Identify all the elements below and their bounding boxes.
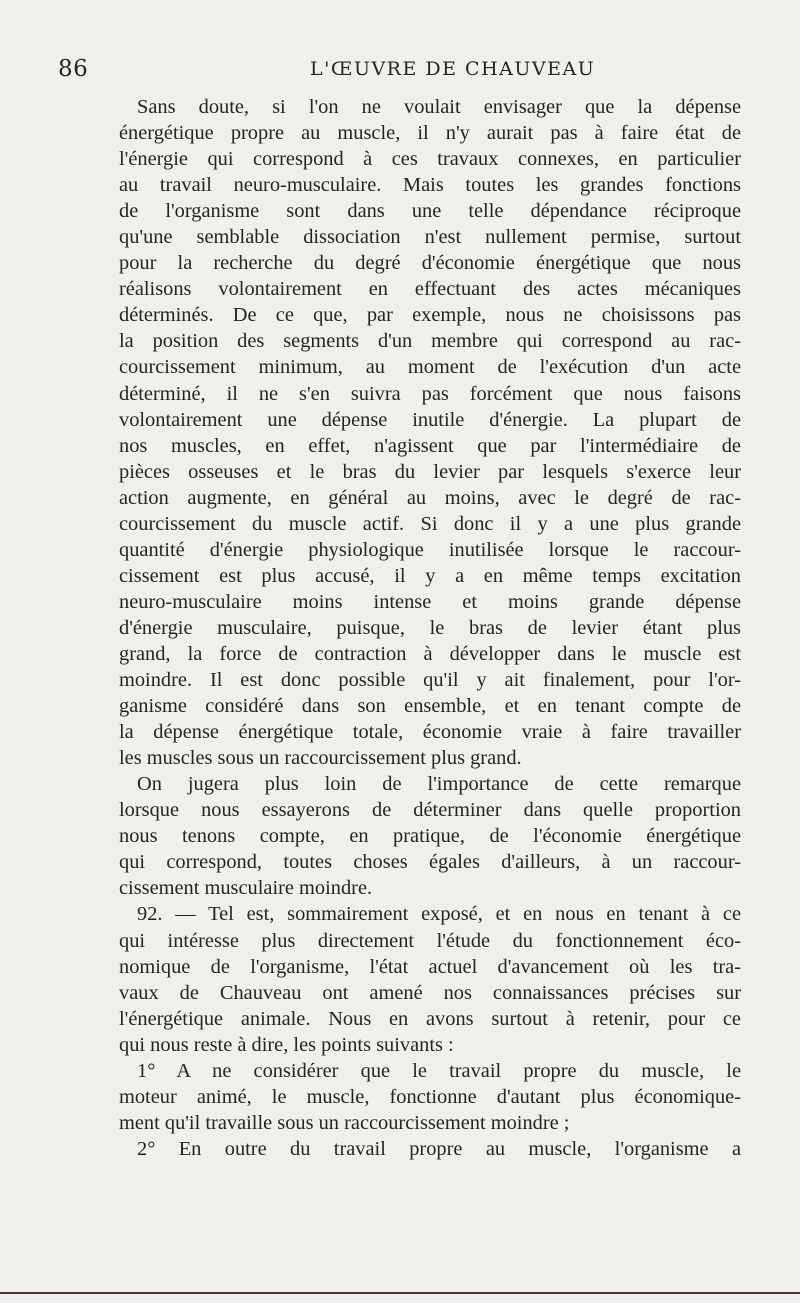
text-line: ment qu'il travaille sous un raccourcissement moindre ; [119,1111,570,1134]
page-bottom-rule [0,1292,800,1294]
text-line: qui intéresse plus directement l'étude du fonctionnement éco- [119,929,741,952]
text-line: On jugera plus loin de l'importance de cette remarque [137,773,741,796]
text-line: 2° En outre du travail propre au muscle, l'organisme a [137,1137,741,1160]
text-line: qu'une semblable dissociation n'est nullement permise, surtout [119,226,741,249]
text-line: nous tenons compte, en pratique, de l'économie énergétique [119,825,741,848]
text-line: Sans doute, si l'on ne voulait envisager que la dépense [137,96,741,118]
text-line: cissement musculaire moindre. [119,877,373,900]
page-header [0,56,800,86]
text-line: ganisme considéré dans son ensemble, et en tenant compte de [119,695,741,718]
text-line: action augmente, en général au moins, avec le degré de rac- [119,486,741,509]
text-line: la dépense énergétique totale, économie vraie à faire travailler [119,721,741,744]
text-line: courcissement du muscle actif. Si donc il y a une plus grande [119,512,741,535]
text-line: la position des segments d'un membre qui correspond au rac- [119,330,741,353]
text-line: moindre. Il est donc possible qu'il y ait finalement, pour l'or- [119,669,741,692]
text-line: 1° A ne considérer que le travail propre du muscle, le [137,1059,741,1082]
text-line: énergétique propre au muscle, il n'y aurait pas à faire état de [119,122,741,145]
text-line: déterminés. De ce que, par exemple, nous ne choisissons pas [119,304,741,327]
text-line: cissement est plus accusé, il y a en même temps excitation [119,564,741,587]
text-line: réalisons volontairement en effectuant des actes mécaniques [119,278,741,301]
text-line: vaux de Chauveau ont amené nos connaissances précises sur [119,981,741,1004]
text-line: quantité d'énergie physiologique inutilisée lorsque le raccour- [119,538,741,561]
text-line: qui correspond, toutes choses égales d'ailleurs, à un raccour- [119,851,741,874]
text-line: déterminé, il ne s'en suivra pas forcément que nous faisons [119,382,741,405]
text-line: neuro-musculaire moins intense et moins grande dépense [119,590,741,613]
text-line: lorsque nous essayerons de déterminer dans quelle proportion [119,799,741,822]
text-line: pièces osseuses et le bras du levier par lesquels s'exerce leur [119,460,741,483]
text-line: nomique de l'organisme, l'état actuel d'avancement où les tra- [119,955,741,978]
body-text [119,94,741,1162]
text-line: de l'organisme sont dans une telle dépendance réciproque [119,200,741,223]
text-line: l'énergétique animale. Nous en avons surtout à retenir, pour ce [119,1007,741,1030]
text-line: au travail neuro-musculaire. Mais toutes les grandes fonctions [119,174,741,197]
text-line: courcissement minimum, au moment de l'exécution d'un acte [119,356,741,379]
text-line: les muscles sous un raccourcissement plus grand. [119,747,522,770]
text-line: d'énergie musculaire, puisque, le bras de levier étant plus [119,616,741,639]
text-line: grand, la force de contraction à développer dans le muscle est [119,642,741,665]
text-line: qui nous reste à dire, les points suivants : [119,1033,454,1056]
text-line: 92. — Tel est, sommairement exposé, et en nous en tenant à ce [137,903,741,926]
text-line: nos muscles, en effet, n'agissent que par l'intermédiaire de [119,434,741,457]
text-line: pour la recherche du degré d'économie énergétique que nous [119,252,741,275]
text-line: l'énergie qui correspond à ces travaux connexes, en particulier [119,148,741,171]
page-number: 86 [58,56,89,82]
running-title: L'ŒUVRE DE CHAUVEAU [310,58,596,80]
text-line: volontairement une dépense inutile d'énergie. La plupart de [119,408,741,431]
text-line: moteur animé, le muscle, fonctionne d'autant plus économique- [119,1085,741,1108]
